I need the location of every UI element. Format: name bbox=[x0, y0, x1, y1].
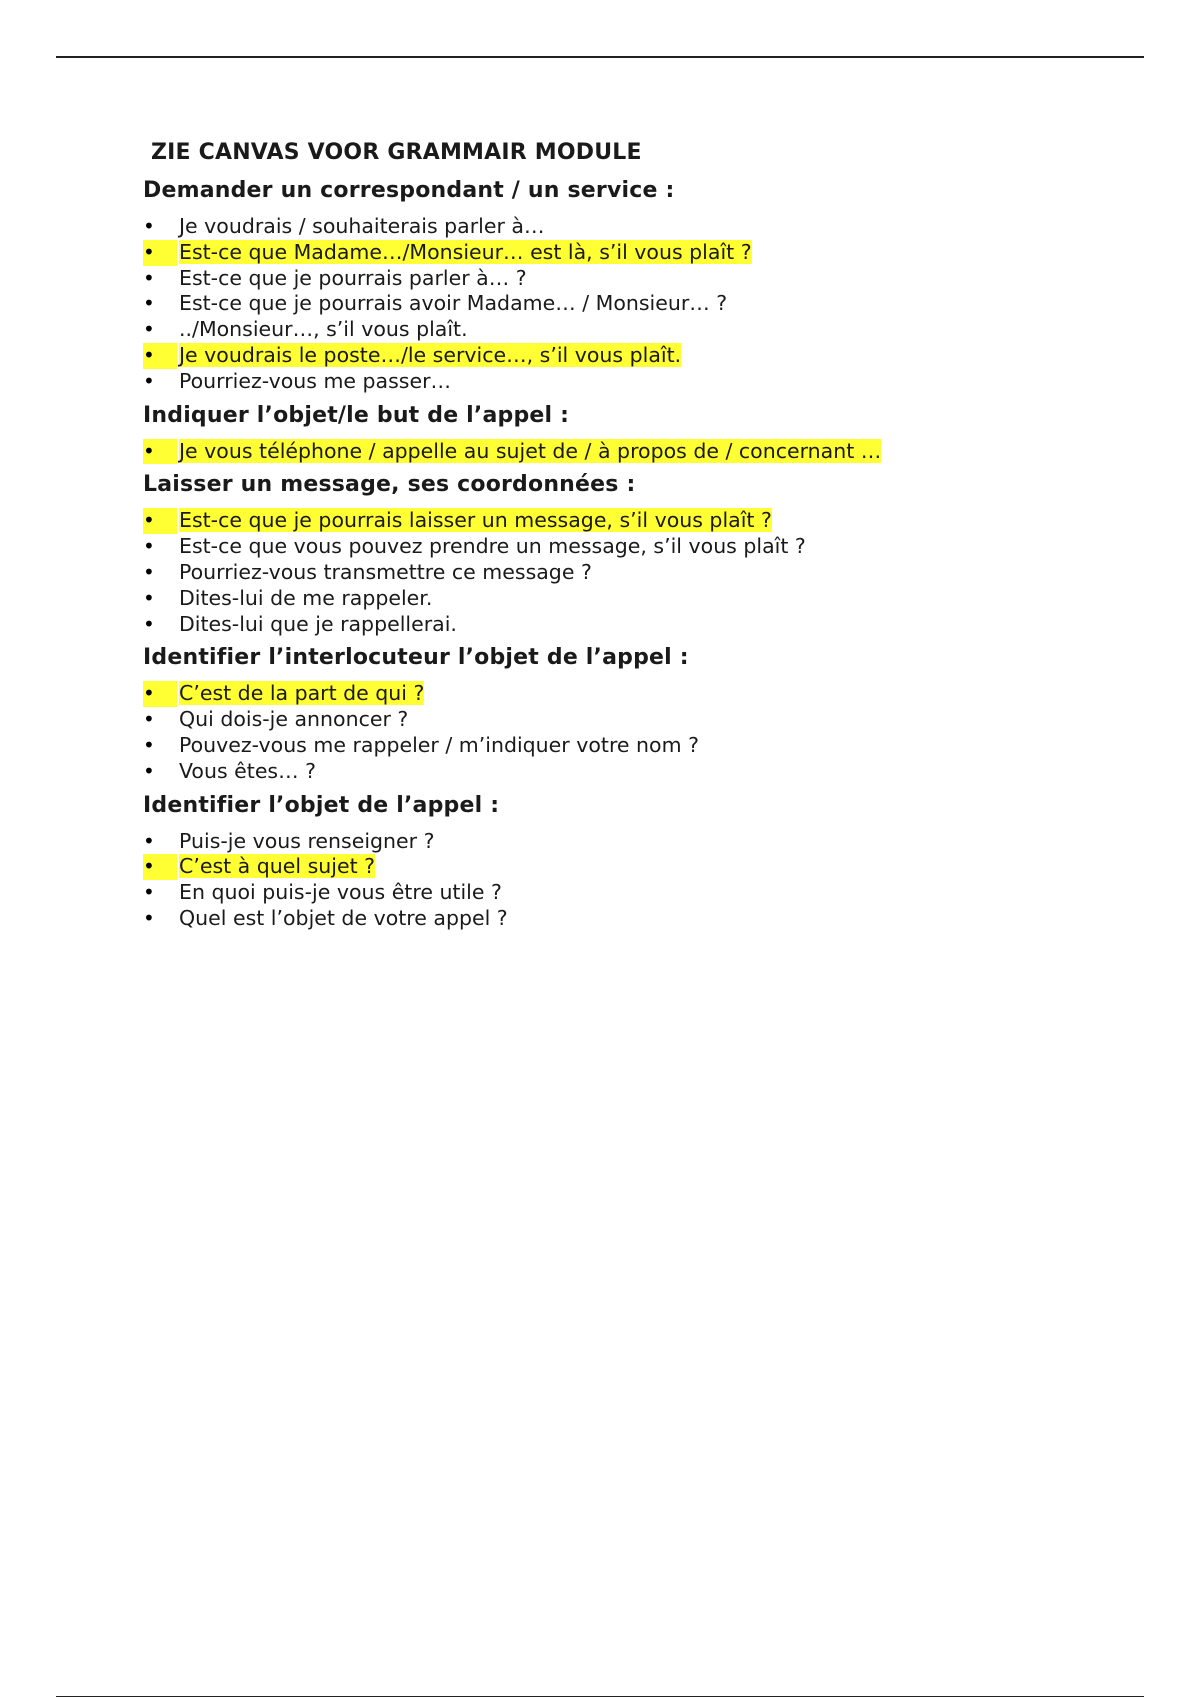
list-item-text: ../Monsieur…, s’il vous plaît. bbox=[179, 317, 468, 342]
list-item bbox=[143, 880, 1143, 906]
section bbox=[143, 176, 1143, 395]
list-item bbox=[143, 266, 1143, 292]
list-item-text: Je voudrais / souhaiterais parler à… bbox=[179, 214, 545, 238]
section bbox=[143, 470, 1143, 637]
section-heading: Demander un correspondant / un service : bbox=[143, 178, 675, 203]
list-item-text: Dites-lui de me rappeler. bbox=[179, 585, 433, 610]
list-item bbox=[143, 829, 1143, 855]
bullet-list bbox=[143, 508, 1143, 637]
document-body bbox=[143, 138, 1143, 938]
list-item-highlighted bbox=[143, 439, 1143, 465]
header-rule bbox=[56, 56, 1144, 58]
list-item-text: Je voudrais le poste…/le service…, s’il vous plaît. bbox=[179, 342, 682, 367]
list-item bbox=[143, 291, 1143, 317]
list-item-highlighted bbox=[143, 681, 1143, 707]
list-item-text: C’est à quel sujet ? bbox=[179, 854, 376, 879]
section bbox=[143, 791, 1143, 932]
section-heading: Identifier l’interlocuteur l’objet de l’appel : bbox=[143, 645, 689, 671]
list-item-text: Vous êtes… ? bbox=[179, 758, 317, 783]
bullet-list bbox=[143, 214, 1143, 395]
list-item-text: Qui dois-je annoncer ? bbox=[179, 707, 409, 732]
list-item-text: Est-ce que vous pouvez prendre un message, s’il vous plaît ? bbox=[179, 534, 806, 559]
list-item-highlighted bbox=[143, 343, 1143, 369]
list-item-text: Puis-je vous renseigner ? bbox=[179, 828, 435, 853]
list-item-text: Est-ce que je pourrais laisser un message, s’il vous plaît ? bbox=[179, 508, 772, 533]
list-item bbox=[143, 906, 1143, 932]
section bbox=[143, 401, 1143, 465]
list-item-text: Pourriez-vous me passer… bbox=[179, 368, 452, 393]
list-item-highlighted bbox=[143, 508, 1143, 534]
list-item-highlighted bbox=[143, 240, 1143, 266]
list-item-text: Est-ce que je pourrais avoir Madame… / Monsieur… ? bbox=[179, 291, 728, 316]
list-item bbox=[143, 733, 1143, 759]
document-title: ZIE CANVAS VOOR GRAMMAIR MODULE bbox=[151, 140, 642, 165]
list-item bbox=[143, 612, 1143, 638]
list-item bbox=[143, 214, 1143, 240]
list-item bbox=[143, 369, 1143, 395]
list-item-highlighted bbox=[143, 854, 1143, 880]
list-item bbox=[143, 707, 1143, 733]
list-item-text: C’est de la part de qui ? bbox=[179, 681, 425, 706]
list-item-text: En quoi puis-je vous être utile ? bbox=[179, 880, 502, 905]
bullet-list bbox=[143, 681, 1143, 784]
section-heading: Identifier l’objet de l’appel : bbox=[143, 792, 500, 818]
list-item-text: Pourriez-vous transmettre ce message ? bbox=[179, 559, 592, 584]
list-item bbox=[143, 586, 1143, 612]
section-heading: Indiquer l’objet/le but de l’appel : bbox=[143, 402, 570, 428]
section-heading: Laisser un message, ses coordonnées : bbox=[143, 472, 636, 498]
list-item bbox=[143, 534, 1143, 560]
list-item-text: Dites-lui que je rappellerai. bbox=[179, 611, 457, 636]
list-item-text: Pouvez-vous me rappeler / m’indiquer votre nom ? bbox=[179, 732, 699, 757]
list-item-text: Est-ce que Madame…/Monsieur… est là, s’il vous plaît ? bbox=[179, 239, 752, 264]
list-item bbox=[143, 759, 1143, 785]
footer-rule bbox=[56, 1696, 1144, 1697]
list-item bbox=[143, 560, 1143, 586]
section bbox=[143, 643, 1143, 784]
sections-container bbox=[143, 176, 1143, 932]
list-item bbox=[143, 317, 1143, 343]
list-item-text: Je vous téléphone / appelle au sujet de / à propos de / concernant … bbox=[179, 438, 882, 463]
bullet-list bbox=[143, 829, 1143, 932]
list-item-text: Quel est l’objet de votre appel ? bbox=[179, 905, 508, 930]
bullet-list bbox=[143, 439, 1143, 465]
list-item-text: Est-ce que je pourrais parler à… ? bbox=[179, 265, 527, 290]
